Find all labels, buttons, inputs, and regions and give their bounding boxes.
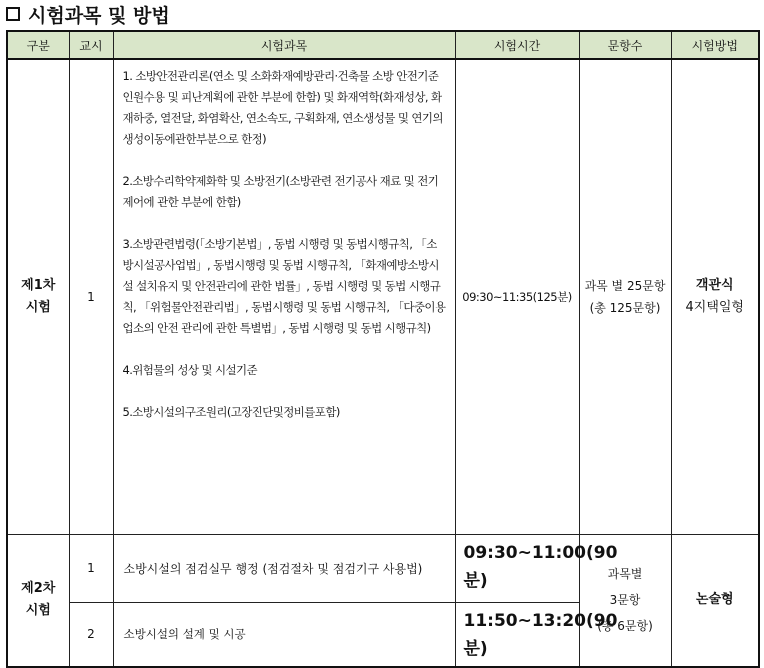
subject-item-3: 3.소방관련법령(「소방기본법」, 동법 시행령 및 동법시행규칙, 「소방시설공사업법」, 동법시행령 및 동법 시행규칙, 「화재예방소방시설 설치유지 및 안전관리에 관한 법률」, 동법 시행령 및 동법 시행규칙, 「위험물안전관리법」, 동법시행령 및 동법 시행규칙, 「다중이용업소의 안전 관리에 관한 특별법」, 동법 시행령 및 동법 시행규칙) <box>122 237 446 335</box>
subject-item-4: 4.위험물의 성상 및 시설기준 <box>122 363 258 377</box>
table-row-exam1 <box>7 59 759 534</box>
exam1-period: 1 <box>69 59 113 534</box>
exam1-subjects <box>113 59 455 534</box>
exam1-time: 09:30~11:35(125분) <box>455 59 579 534</box>
section-heading <box>6 0 170 28</box>
header-category: 구분 <box>7 31 69 59</box>
exam2-time-2: 11:50~13:20(90분) <box>455 602 579 667</box>
header-time: 시험시간 <box>455 31 579 59</box>
exam2-method: 논술형 <box>671 534 759 667</box>
exam2-period-2: 2 <box>69 602 113 667</box>
exam2-subject-1: 소방시설의 점검실무 행정 (점검절차 및 점검기구 사용법) <box>113 534 455 602</box>
subject-item-2: 2.소방수리학약제화학 및 소방전기(소방관련 전기공사 재료 및 전기제어에 관한 부분에 한함) <box>122 174 439 209</box>
header-questions: 문항수 <box>579 31 671 59</box>
exam-table <box>6 30 760 668</box>
header-method: 시험방법 <box>671 31 759 59</box>
exam2-time-1: 09:30~11:00(90분) <box>455 534 579 602</box>
header-subjects: 시험과목 <box>113 31 455 59</box>
exam1-questions: 과목 별 25문항 (총 125문항) <box>579 59 671 534</box>
subject-item-5: 5.소방시설의구조원리(고장진단및정비를포함) <box>122 405 340 419</box>
table-header-row <box>7 31 759 59</box>
exam1-method: 객관식 4지택일형 <box>671 59 759 534</box>
exam2-session: 제2차 시험 <box>7 534 69 667</box>
subject-item-1: 1. 소방안전관리론(연소 및 소화화재예방관리·건축물 소방 안전기준인원수용 및 피난계획에 관한 부분에 한함) 및 화재역학(화재성상, 화재하중, 열전달, 화염확산, 연소속도, 구획화재, 연소생성물 및 연기의 생성이동에관한부분으로 한정) <box>122 69 443 146</box>
section-title: 시험과목 및 방법 <box>28 4 170 27</box>
table-row-exam2-period1 <box>7 534 759 602</box>
exam2-subject-2: 소방시설의 설계 및 시공 <box>113 602 455 667</box>
exam2-period-1: 1 <box>69 534 113 602</box>
exam1-session: 제1차 시험 <box>7 59 69 534</box>
header-period: 교시 <box>69 31 113 59</box>
exam2-questions: 과목별 3문항 (총 6문항) <box>579 534 671 667</box>
checkbox-square-icon <box>6 7 20 21</box>
